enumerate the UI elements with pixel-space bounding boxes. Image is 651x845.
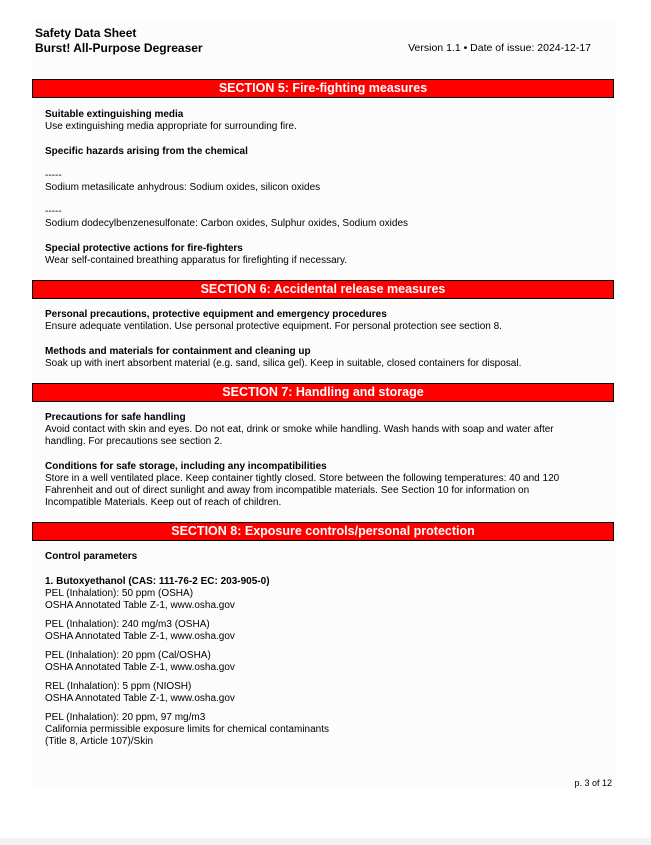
section-6-header: SECTION 6: Accidental release measures — [32, 280, 614, 299]
safe-handling-text: handling. For precautions see section 2. — [45, 436, 223, 447]
control-parameters-heading: Control parameters — [45, 551, 138, 562]
safe-storage-text: Fahrenheit and out of direct sunlight and away from incompatible materials. See Section 10 for information on — [45, 485, 530, 496]
version-date: Version 1.1 • Date of issue: 2024-12-17 — [408, 42, 591, 54]
safe-handling-text: Avoid contact with skin and eyes. Do not eat, drink or smoke while handling. Wash hands with soap and water after — [45, 424, 554, 435]
section-5-header: SECTION 5: Fire-fighting measures — [32, 79, 614, 98]
section-7-header: SECTION 7: Handling and storage — [32, 383, 614, 402]
separator: ----- — [45, 170, 62, 181]
containment-heading: Methods and materials for containment and cleaning up — [45, 346, 311, 357]
personal-precautions-heading: Personal precautions, protective equipment and emergency procedures — [45, 309, 387, 320]
personal-precautions-text: Ensure adequate ventilation. Use personal protective equipment. For personal protection see section 8. — [45, 321, 502, 332]
exposure-limit-source: OSHA Annotated Table Z-1, www.osha.gov — [45, 693, 235, 704]
component-name: 1. Butoxyethanol (CAS: 111-76-2 EC: 203-905-0) — [45, 576, 270, 587]
safe-handling-heading: Precautions for safe handling — [45, 412, 186, 423]
protective-actions-heading: Special protective actions for fire-fighters — [45, 243, 243, 254]
safe-storage-heading: Conditions for safe storage, including any incompatibilities — [45, 461, 327, 472]
safe-storage-text: Store in a well ventilated place. Keep container tightly closed. Store between the following temperatures: 40 and 120 — [45, 473, 560, 484]
section-8-header: SECTION 8: Exposure controls/personal protection — [32, 522, 614, 541]
exposure-limit-source: California permissible exposure limits for chemical contaminants — [45, 724, 329, 735]
product-name: Burst! All-Purpose Degreaser — [35, 41, 203, 55]
hazard-item: Sodium metasilicate anhydrous: Sodium oxides, silicon oxides — [45, 182, 321, 193]
exposure-limit-source: (Title 8, Article 107)/Skin — [45, 736, 154, 747]
exposure-limit: PEL (Inhalation): 20 ppm, 97 mg/m3 — [45, 712, 206, 723]
extinguishing-media-heading: Suitable extinguishing media — [45, 109, 184, 120]
containment-text: Soak up with inert absorbent material (e.g. sand, silica gel). Keep in suitable, closed containers for disposal. — [45, 358, 522, 369]
extinguishing-media-text: Use extinguishing media appropriate for surrounding fire. — [45, 121, 297, 132]
exposure-limit: PEL (Inhalation): 20 ppm (Cal/OSHA) — [45, 650, 211, 661]
doc-type-title: Safety Data Sheet — [35, 26, 137, 40]
separator: ----- — [45, 206, 62, 217]
hazard-item: Sodium dodecylbenzenesulfonate: Carbon oxides, Sulphur oxides, Sodium oxides — [45, 218, 409, 229]
page-number: p. 3 of 12 — [574, 778, 612, 788]
exposure-limit-source: OSHA Annotated Table Z-1, www.osha.gov — [45, 600, 235, 611]
protective-actions-text: Wear self-contained breathing apparatus for firefighting if necessary. — [45, 255, 348, 266]
exposure-limit-source: OSHA Annotated Table Z-1, www.osha.gov — [45, 662, 235, 673]
exposure-limit: PEL (Inhalation): 50 ppm (OSHA) — [45, 588, 194, 599]
specific-hazards-heading: Specific hazards arising from the chemical — [45, 146, 248, 157]
exposure-limit: PEL (Inhalation): 240 mg/m3 (OSHA) — [45, 619, 210, 630]
safe-storage-text: Incompatible Materials. Keep out of reach of children. — [45, 497, 282, 508]
exposure-limit: REL (Inhalation): 5 ppm (NIOSH) — [45, 681, 192, 692]
exposure-limit-source: OSHA Annotated Table Z-1, www.osha.gov — [45, 631, 235, 642]
